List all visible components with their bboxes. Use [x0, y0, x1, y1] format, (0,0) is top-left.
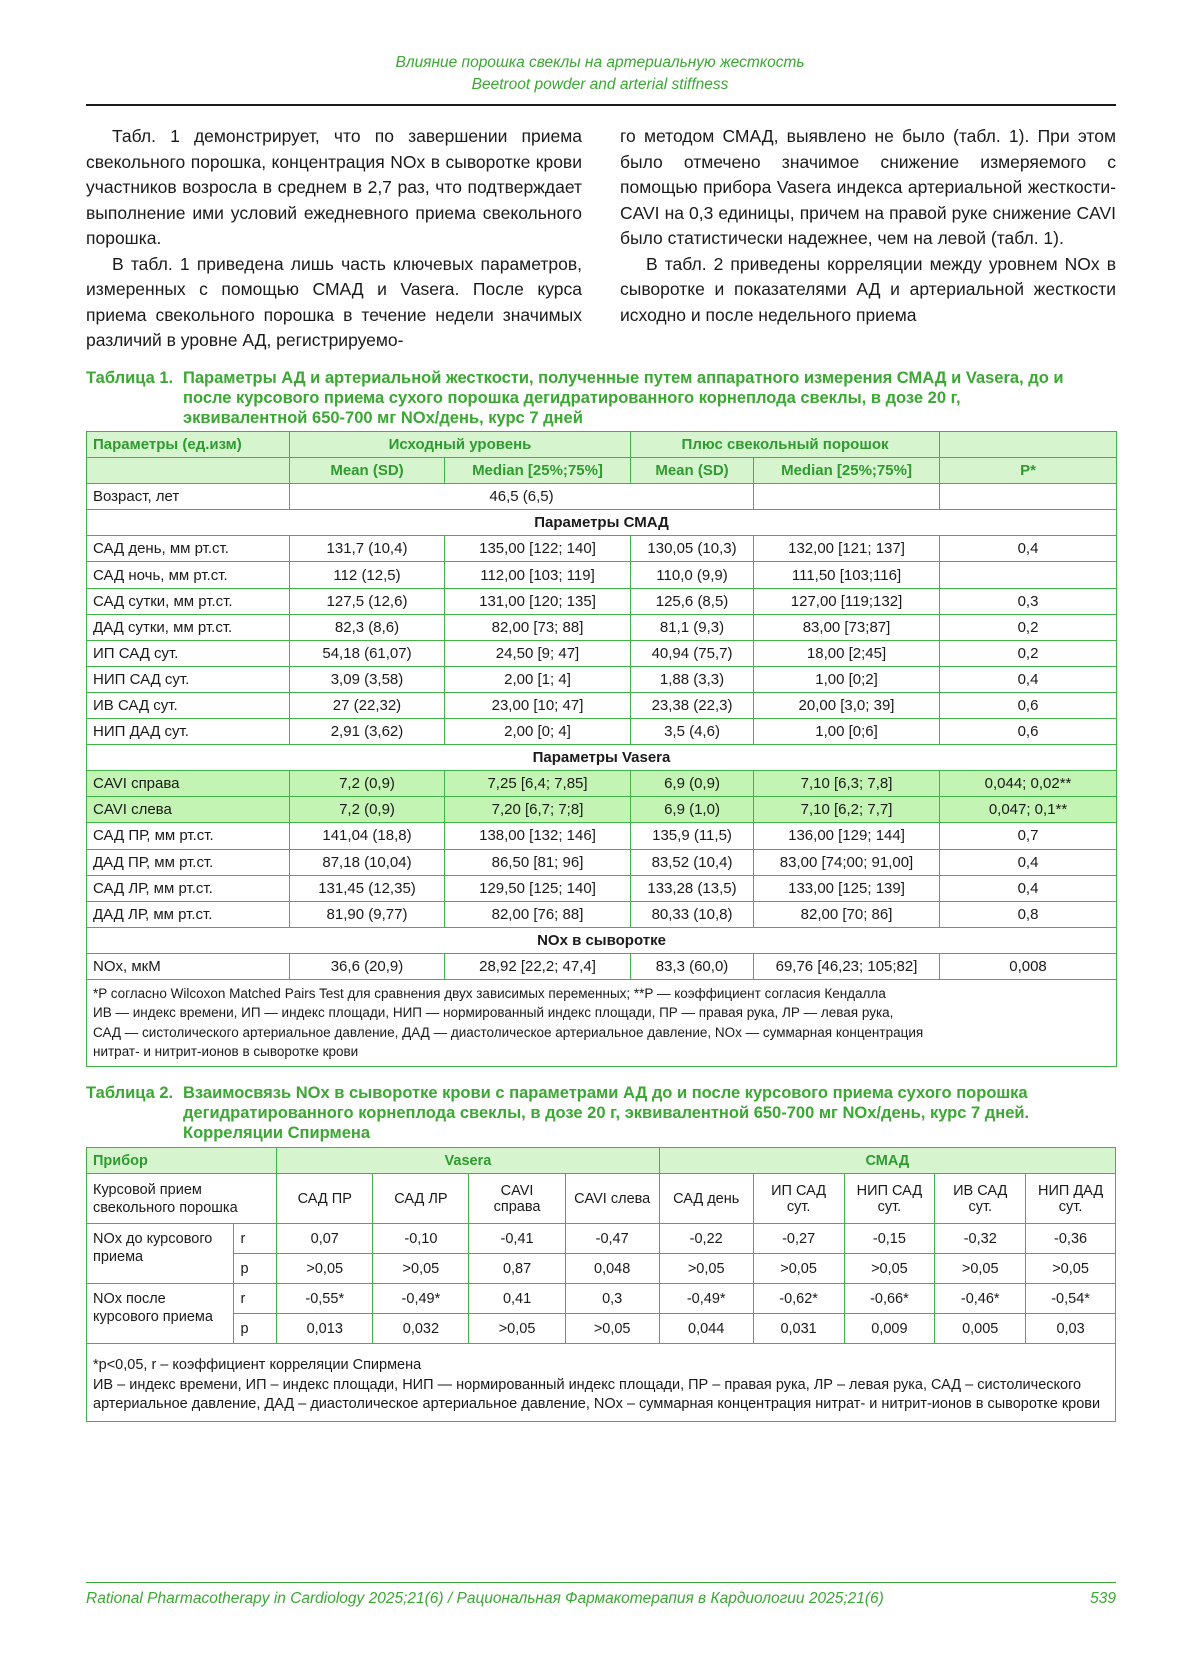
row-label: САД ПР, мм рт.ст.	[87, 823, 290, 849]
header-empty	[940, 432, 1117, 458]
table-row	[87, 823, 1117, 849]
cell-median-plus: 133,00 [125; 139]	[754, 875, 940, 901]
cell-median-plus: 83,00 [74;00; 91,00]	[754, 849, 940, 875]
row-label: САД сутки, мм рт.ст.	[87, 588, 290, 614]
cell-mean-base: 127,5 (12,6)	[290, 588, 445, 614]
cell-median-plus: 132,00 [121; 137]	[754, 536, 940, 562]
table1-header-row	[87, 432, 1117, 458]
cell-mean-base: 36,6 (20,9)	[290, 953, 445, 979]
header-empty	[87, 458, 290, 484]
cell-median-base: 7,25 [6,4; 7,85]	[445, 771, 631, 797]
table1-caption-text: Параметры АД и артериальной жесткости, полученные путем аппаратного измерения СМАД и Vasera, до и после курсового приема сухого порошка дегидратированного корнеплода свеклы, в дозе 20 г, эквивалентной 650-700 мг NOx/день, курс 7 дней	[183, 369, 1064, 427]
cell-value: -0,55*	[277, 1284, 373, 1314]
cell-mean-plus: 80,33 (10,8)	[631, 901, 754, 927]
cell-mean-plus: 83,3 (60,0)	[631, 953, 754, 979]
table-row	[87, 901, 1117, 927]
cell-mean-plus: 125,6 (8,5)	[631, 588, 754, 614]
cell-value: -0,10	[373, 1224, 469, 1254]
row-label: ДАД ЛР, мм рт.ст.	[87, 901, 290, 927]
stat-label: r	[234, 1284, 277, 1314]
cell-median-plus: 7,10 [6,2; 7,7]	[754, 797, 940, 823]
page-footer	[86, 1590, 1116, 1608]
cell-p: 0,6	[940, 692, 1117, 718]
cell-value: -0,41	[469, 1224, 565, 1254]
cell-median-base: 86,50 [81; 96]	[445, 849, 631, 875]
cell-median-base: 129,50 [125; 140]	[445, 875, 631, 901]
table-row-age	[87, 484, 1117, 510]
cell-median-plus: 7,10 [6,3; 7,8]	[754, 771, 940, 797]
header-course: Курсовой прием свекольного порошка	[87, 1174, 277, 1224]
cell-p: 0,4	[940, 875, 1117, 901]
cell-mean-plus: 130,05 (10,3)	[631, 536, 754, 562]
row-label: Возраст, лет	[87, 484, 290, 510]
cell-value: -0,22	[659, 1224, 753, 1254]
cell-mean-base: 27 (22,32)	[290, 692, 445, 718]
cell-mean-plus: 110,0 (9,9)	[631, 562, 754, 588]
cell-value: -0,36	[1026, 1224, 1116, 1254]
cell-median-plus: 1,00 [0;6]	[754, 719, 940, 745]
cell-median-base: 28,92 [22,2; 47,4]	[445, 953, 631, 979]
cell-value: 0,3	[565, 1284, 659, 1314]
cell-median-base: 131,00 [120; 135]	[445, 588, 631, 614]
table-row-nox	[87, 953, 1117, 979]
cell-mean-plus: 6,9 (0,9)	[631, 771, 754, 797]
table1-caption	[86, 368, 1116, 428]
cell-median-base: 24,50 [9; 47]	[445, 640, 631, 666]
table2-notes-row	[87, 1344, 1116, 1422]
age-value: 46,5 (6,5)	[290, 484, 754, 510]
footer-rule	[86, 1582, 1116, 1583]
paragraph: В табл. 1 приведена лишь часть ключевых параметров, измеренных с помощью СМАД и Vasera. После курса приема свекольного порошка в течение недели значимых различий в уровне АД, регистрируемо-	[86, 253, 582, 350]
cell-median-plus: 20,00 [3,0; 39]	[754, 692, 940, 718]
cell-mean-base: 7,2 (0,9)	[290, 797, 445, 823]
header-median: Median [25%;75%]	[754, 458, 940, 484]
header-median: Median [25%;75%]	[445, 458, 631, 484]
empty-cell	[940, 484, 1117, 510]
table1-caption-label: Таблица 1.	[86, 369, 174, 387]
cell-p: 0,044; 0,02**	[940, 771, 1117, 797]
table-row	[87, 588, 1117, 614]
body-text	[86, 124, 1116, 354]
table-row	[87, 875, 1117, 901]
cell-p: 0,7	[940, 823, 1117, 849]
cell-value: -0,66*	[844, 1284, 935, 1314]
note-line: *p<0,05, r – коэффициент корреляции Спирмена	[93, 1357, 422, 1373]
cell-value: -0,62*	[753, 1284, 844, 1314]
cell-value: >0,05	[844, 1254, 935, 1284]
header-p: P*	[940, 458, 1117, 484]
section-vasera: Параметры Vasera	[87, 745, 1117, 771]
row-label: НИП ДАД сут.	[87, 719, 290, 745]
table-row	[87, 771, 1117, 797]
cell-mean-base: 54,18 (61,07)	[290, 640, 445, 666]
cell-value: 0,005	[935, 1314, 1026, 1344]
section-row-smad	[87, 510, 1117, 536]
cell-value: >0,05	[659, 1254, 753, 1284]
cell-median-base: 2,00 [0; 4]	[445, 719, 631, 745]
cell-value: -0,15	[844, 1224, 935, 1254]
cell-p: 0,3	[940, 588, 1117, 614]
table-row	[87, 614, 1117, 640]
empty-cell	[754, 484, 940, 510]
cell-value: 0,87	[469, 1254, 565, 1284]
cell-median-plus: 18,00 [2;45]	[754, 640, 940, 666]
cell-value: 0,009	[844, 1314, 935, 1344]
table-row	[87, 797, 1117, 823]
cell-p: 0,4	[940, 666, 1117, 692]
cell-value: 0,03	[1026, 1314, 1116, 1344]
column-header: САД ПР	[277, 1174, 373, 1224]
table-row	[87, 1284, 1116, 1314]
cell-mean-plus: 3,5 (4,6)	[631, 719, 754, 745]
cell-p: 0,047; 0,1**	[940, 797, 1117, 823]
table2-notes	[87, 1344, 1116, 1422]
cell-p: 0,2	[940, 640, 1117, 666]
cell-value: -0,49*	[373, 1284, 469, 1314]
cell-median-base: 135,00 [122; 140]	[445, 536, 631, 562]
table2-caption	[86, 1083, 1116, 1143]
cell-mean-base: 112 (12,5)	[290, 562, 445, 588]
cell-median-plus: 82,00 [70; 86]	[754, 901, 940, 927]
cell-mean-plus: 23,38 (22,3)	[631, 692, 754, 718]
stat-label: p	[234, 1254, 277, 1284]
column-header: CAVI слева	[565, 1174, 659, 1224]
table1-subheader-row	[87, 458, 1117, 484]
header-rule	[86, 104, 1116, 106]
stat-label: p	[234, 1314, 277, 1344]
cell-mean-base: 7,2 (0,9)	[290, 771, 445, 797]
cell-mean-base: 3,09 (3,58)	[290, 666, 445, 692]
cell-median-base: 23,00 [10; 47]	[445, 692, 631, 718]
cell-median-plus: 1,00 [0;2]	[754, 666, 940, 692]
table-row	[87, 1224, 1116, 1254]
cell-median-plus: 136,00 [129; 144]	[754, 823, 940, 849]
cell-mean-plus: 40,94 (75,7)	[631, 640, 754, 666]
row-label: CAVI слева	[87, 797, 290, 823]
cell-p: 0,2	[940, 614, 1117, 640]
cell-p: 0,4	[940, 849, 1117, 875]
note-line: ИВ – индекс времени, ИП – индекс площади, НИП — нормированный индекс площади, ПР – правая рука, ЛР – левая рука, САД – систолического артериальное давление, ДАД – диастолическое артериальное давление, NOx – суммарная концентрация нитрат- и нитрит-ионов в сыворотке крови	[93, 1376, 1101, 1412]
cell-mean-plus: 6,9 (1,0)	[631, 797, 754, 823]
table-row	[87, 849, 1117, 875]
table2-header-row	[87, 1148, 1116, 1174]
table1-notes-row	[87, 979, 1117, 1066]
table1-notes	[87, 979, 1117, 1066]
column-header: НИП САД сут.	[844, 1174, 935, 1224]
running-header	[0, 52, 1200, 96]
paragraph: го методом СМАД, выявлено не было (табл. 1). При этом было отмечено значимое снижение измеряемого с помощью прибора Vasera индекса артериальной жесткости- CAVI на 0,3 единицы, причем на правой руке снижение CAVI было статистически надежнее, чем на левой (табл. 1).	[620, 126, 1116, 248]
section-row-vasera	[87, 745, 1117, 771]
cell-mean-plus: 133,28 (13,5)	[631, 875, 754, 901]
cell-median-base: 2,00 [1; 4]	[445, 666, 631, 692]
section-nox: NOx в сыворотке	[87, 927, 1117, 953]
row-label: НИП САД сут.	[87, 666, 290, 692]
cell-median-base: 112,00 [103; 119]	[445, 562, 631, 588]
cell-value: 0,032	[373, 1314, 469, 1344]
header-title-en: Beetroot powder and arterial stiffness	[471, 76, 729, 93]
cell-mean-plus: 1,88 (3,3)	[631, 666, 754, 692]
cell-median-plus: 69,76 [46,23; 105;82]	[754, 953, 940, 979]
header-plus-powder: Плюс свекольный порошок	[631, 432, 940, 458]
row-label: САД ночь, мм рт.ст.	[87, 562, 290, 588]
cell-median-base: 82,00 [76; 88]	[445, 901, 631, 927]
section-row-nox	[87, 927, 1117, 953]
cell-p: 0,4	[940, 536, 1117, 562]
group-label: NOx до курсового приема	[87, 1224, 234, 1284]
cell-mean-base: 81,90 (9,77)	[290, 901, 445, 927]
cell-value: >0,05	[753, 1254, 844, 1284]
cell-mean-base: 141,04 (18,8)	[290, 823, 445, 849]
header-device: Прибор	[87, 1148, 277, 1174]
section-smad: Параметры СМАД	[87, 510, 1117, 536]
cell-median-base: 82,00 [73; 88]	[445, 614, 631, 640]
table-row	[87, 666, 1117, 692]
left-column	[86, 124, 582, 354]
header-smad: СМАД	[659, 1148, 1115, 1174]
cell-value: 0,048	[565, 1254, 659, 1284]
table-row	[87, 1314, 1116, 1344]
table1	[86, 431, 1117, 1067]
column-header: САД день	[659, 1174, 753, 1224]
cell-value: -0,47	[565, 1224, 659, 1254]
cell-median-plus: 83,00 [73;87]	[754, 614, 940, 640]
table-row	[87, 536, 1117, 562]
cell-p	[940, 562, 1117, 588]
cell-value: 0,031	[753, 1314, 844, 1344]
table-row	[87, 562, 1117, 588]
cell-value: -0,46*	[935, 1284, 1026, 1314]
cell-mean-plus: 135,9 (11,5)	[631, 823, 754, 849]
footer-journal: Rational Pharmacotherapy in Cardiology 2025;21(6) / Рациональная Фармакотерапия в Кардиологии 2025;21(6)	[86, 1590, 884, 1607]
row-label: CAVI справа	[87, 771, 290, 797]
note-line: *P согласно Wilcoxon Matched Pairs Test для сравнения двух зависимых переменных; **P — коэффициент согласия Кендалла	[93, 985, 886, 1001]
table-row	[87, 719, 1117, 745]
cell-value: >0,05	[373, 1254, 469, 1284]
table-row	[87, 1254, 1116, 1284]
table2-subheader-row	[87, 1174, 1116, 1224]
cell-value: >0,05	[277, 1254, 373, 1284]
cell-value: -0,49*	[659, 1284, 753, 1314]
cell-value: -0,54*	[1026, 1284, 1116, 1314]
row-label: ИВ САД сут.	[87, 692, 290, 718]
table-row	[87, 692, 1117, 718]
row-label: САД ЛР, мм рт.ст.	[87, 875, 290, 901]
note-line: нитрат- и нитрит-ионов в сыворотке крови	[93, 1044, 359, 1060]
column-header: ИП САД сут.	[753, 1174, 844, 1224]
column-header: CAVI справа	[469, 1174, 565, 1224]
cell-p: 0,8	[940, 901, 1117, 927]
cell-value: >0,05	[1026, 1254, 1116, 1284]
table-row	[87, 640, 1117, 666]
cell-mean-base: 131,7 (10,4)	[290, 536, 445, 562]
table2-caption-text: Взаимосвязь NOx в сыворотке крови с параметрами АД до и после курсового приема сухого порошка дегидратированного корнеплода свеклы, в дозе 20 г, эквивалентной 650-700 мг NOx/день, курс 7 дней. Корреляции Спирмена	[183, 1084, 1030, 1142]
header-baseline: Исходный уровень	[290, 432, 631, 458]
header-mean: Mean (SD)	[631, 458, 754, 484]
column-header: НИП ДАД сут.	[1026, 1174, 1116, 1224]
row-label: NOx, мкМ	[87, 953, 290, 979]
cell-mean-plus: 83,52 (10,4)	[631, 849, 754, 875]
cell-median-plus: 111,50 [103;116]	[754, 562, 940, 588]
right-column	[620, 124, 1116, 354]
paragraph: Табл. 1 демонстрирует, что по завершении приема свекольного порошка, концентрация NOx в сыворотке крови участников возросла в среднем в 2,7 раз, что подтверждает выполнение ими условий ежедневного приема свекольного порошка.	[86, 126, 582, 248]
header-mean: Mean (SD)	[290, 458, 445, 484]
row-label: ДАД ПР, мм рт.ст.	[87, 849, 290, 875]
stat-label: r	[234, 1224, 277, 1254]
cell-p: 0,008	[940, 953, 1117, 979]
table2-caption-label: Таблица 2.	[86, 1084, 174, 1102]
group-label: NOx после курсового приема	[87, 1284, 234, 1344]
cell-median-plus: 127,00 [119;132]	[754, 588, 940, 614]
table2	[86, 1147, 1116, 1422]
cell-p: 0,6	[940, 719, 1117, 745]
cell-value: -0,27	[753, 1224, 844, 1254]
column-header: ИВ САД сут.	[935, 1174, 1026, 1224]
cell-value: 0,41	[469, 1284, 565, 1314]
cell-mean-base: 82,3 (8,6)	[290, 614, 445, 640]
row-label: САД день, мм рт.ст.	[87, 536, 290, 562]
cell-mean-base: 131,45 (12,35)	[290, 875, 445, 901]
cell-value: 0,07	[277, 1224, 373, 1254]
header-vasera: Vasera	[277, 1148, 660, 1174]
cell-median-base: 138,00 [132; 146]	[445, 823, 631, 849]
row-label: ДАД сутки, мм рт.ст.	[87, 614, 290, 640]
cell-mean-base: 87,18 (10,04)	[290, 849, 445, 875]
cell-value: >0,05	[565, 1314, 659, 1344]
cell-value: 0,044	[659, 1314, 753, 1344]
cell-value: -0,32	[935, 1224, 1026, 1254]
row-label: ИП САД сут.	[87, 640, 290, 666]
cell-mean-plus: 81,1 (9,3)	[631, 614, 754, 640]
note-line: САД — систолического артериальное давление, ДАД — диастолическое артериальное давление, NOx — суммарная концентрация	[93, 1024, 924, 1040]
cell-value: >0,05	[469, 1314, 565, 1344]
cell-mean-base: 2,91 (3,62)	[290, 719, 445, 745]
header-params: Параметры (ед.изм)	[87, 432, 290, 458]
page-number: 539	[1090, 1590, 1116, 1607]
paragraph: В табл. 2 приведены корреляции между уровнем NOx в сыворотке и показателями АД и артериальной жесткости исходно и после недельного приема	[620, 253, 1116, 325]
cell-value: 0,013	[277, 1314, 373, 1344]
column-header: САД ЛР	[373, 1174, 469, 1224]
header-title-ru: Влияние порошка свеклы на артериальную жесткость	[395, 54, 805, 71]
note-line: ИВ — индекс времени, ИП — индекс площади, НИП — нормированный индекс площади, ПР — правая рука, ЛР — левая рука,	[93, 1005, 894, 1021]
cell-median-base: 7,20 [6,7; 7;8]	[445, 797, 631, 823]
cell-value: >0,05	[935, 1254, 1026, 1284]
